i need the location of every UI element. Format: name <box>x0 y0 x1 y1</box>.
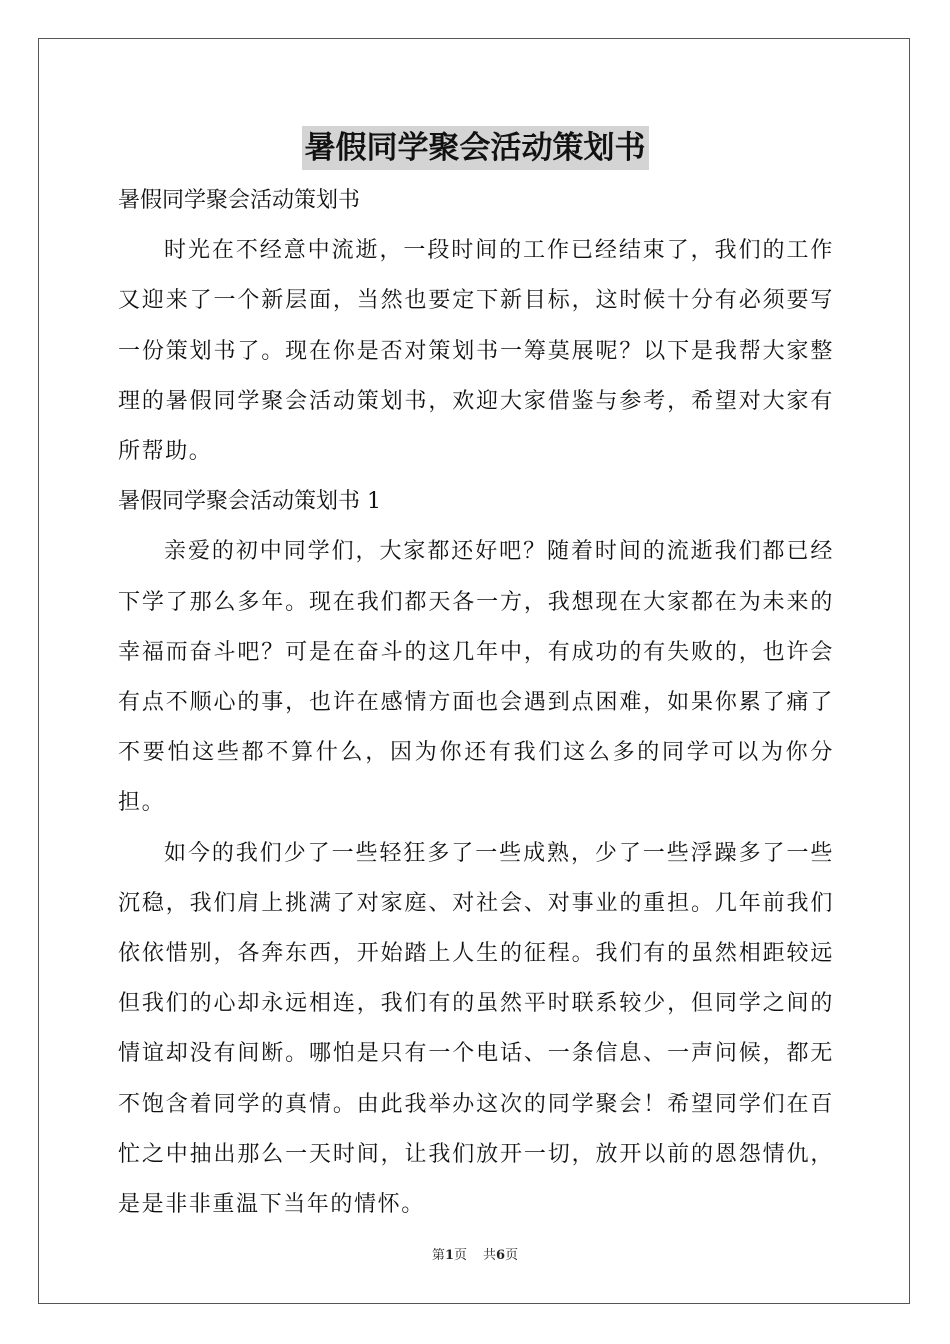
page-footer <box>0 1244 950 1263</box>
page-suffix: 页 <box>453 1248 467 1263</box>
total-prefix: 共 <box>483 1248 497 1263</box>
total-pages-number: 6 <box>496 1248 506 1263</box>
body-paragraph-2: 如今的我们少了一些轻狂多了一些成熟，少了一些浮躁多了一些沉稳，我们肩上挑满了对家庭、对社会、对事业的重担。几年前我们依依惜别，各奔东西，开始踏上人生的征程。我们有的虽然相距较远但我们的心却永远相连，我们有的虽然平时联系较少，但同学之间的情谊却没有间断。哪怕是只有一个电话、一条信息、一声问候，都无不饱含着同学的真情。由此我举办这次的同学聚会！希望同学们在百忙之中抽出那么一天时间，让我们放开一切，放开以前的恩怨情仇，是是非非重温下当年的情怀。 <box>118 840 834 1218</box>
document-body <box>118 176 834 1230</box>
section-heading: 暑假同学聚会活动策划书 1 <box>118 489 381 515</box>
title-container <box>0 126 950 170</box>
current-page-number: 1 <box>444 1248 454 1263</box>
total-suffix: 页 <box>505 1248 519 1263</box>
document-title: 暑假同学聚会活动策划书 <box>302 126 649 170</box>
page-prefix: 第 <box>431 1248 445 1263</box>
body-paragraph-1: 亲爱的初中同学们，大家都还好吧？随着时间的流逝我们都已经下学了那么多年。现在我们都天各一方，我想现在大家都在为未来的幸福而奋斗吧？可是在奋斗的这几年中，有成功的有失败的，也许会有点不顺心的事，也许在感情方面也会遇到点困难，如果你累了痛了不要怕这些都不算什么，因为你还有我们这么多的同学可以为你分担。 <box>118 539 834 816</box>
intro-paragraph: 时光在不经意中流逝，一段时间的工作已经结束了，我们的工作又迎来了一个新层面，当然也要定下新目标，这时候十分有必须要写一份策划书了。现在你是否对策划书一筹莫展呢？以下是我帮大家整理的暑假同学聚会活动策划书，欢迎大家借鉴与参考，希望对大家有所帮助。 <box>118 238 834 465</box>
document-subtitle: 暑假同学聚会活动策划书 <box>118 188 361 213</box>
